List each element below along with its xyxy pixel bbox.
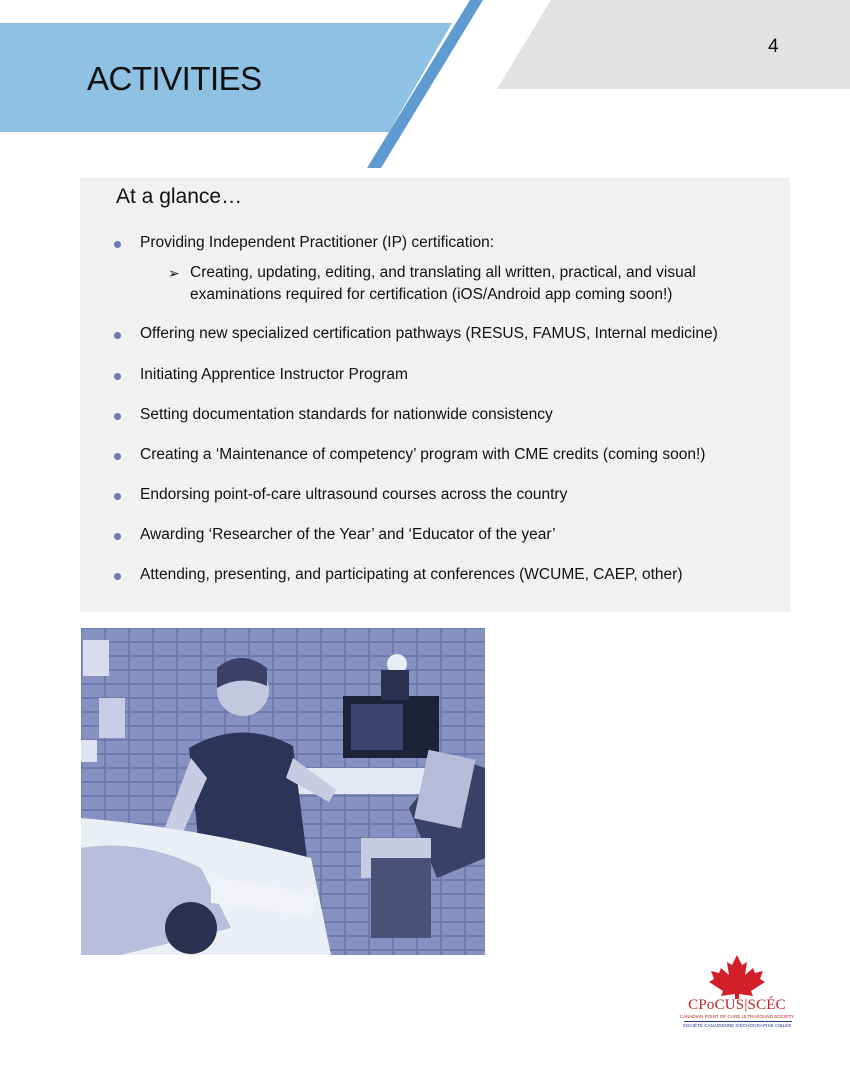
at-a-glance-box	[80, 178, 790, 612]
bullet-icon	[114, 453, 121, 460]
photo-illustration	[81, 628, 485, 955]
ultrasound-training-photo	[81, 628, 485, 955]
bullet-icon	[114, 373, 121, 380]
bullet-icon	[114, 573, 121, 580]
bullet-icon	[114, 493, 121, 500]
header-gray-band	[497, 0, 850, 89]
list-item-text: Offering new specialized certification pathways (RESUS, FAMUS, Internal medicine)	[140, 325, 718, 342]
bullet-icon	[114, 241, 121, 248]
list-item-text: Providing Independent Practitioner (IP) certification:	[140, 234, 495, 251]
list-item-text: Setting documentation standards for nationwide consistency	[140, 406, 553, 423]
bullet-icon	[114, 413, 121, 420]
sub-list-item	[168, 262, 768, 306]
list-item-text: Initiating Apprentice Instructor Program	[140, 366, 408, 383]
logo-tagline-fr: SOCIÉTÉ CANADIENNE D'ÉCHOGRAPHIE CIBLÉE	[682, 1023, 792, 1028]
list-item-text: Awarding ‘Researcher of the Year’ and ‘Educator of the year’	[140, 526, 556, 543]
page-title: ACTIVITIES	[87, 60, 262, 97]
cpocus-logo	[676, 955, 798, 1033]
list-item-text: Attending, presenting, and participating at conferences (WCUME, CAEP, other)	[140, 566, 683, 583]
logo-tagline-en: CANADIAN POINT OF CARE ULTRASOUND SOCIETY	[679, 1014, 795, 1019]
maple-leaf-icon	[676, 955, 798, 999]
logo-divider	[684, 1021, 792, 1022]
list-item-text: Endorsing point-of-care ultrasound courses across the country	[140, 486, 568, 503]
bullet-icon	[114, 533, 121, 540]
arrow-bullet-icon: ➢	[168, 265, 180, 281]
glance-heading: At a glance…	[116, 185, 243, 208]
logo-wordmark: CPoCUS|SCÉC	[688, 997, 786, 1013]
page-number: 4	[768, 36, 779, 57]
sub-list-item-text: Creating, updating, editing, and translating all written, practical, and visual examinations required for certification (iOS/Android app coming soon!)	[190, 264, 696, 303]
bullet-icon	[114, 332, 121, 339]
list-item-text: Creating a ‘Maintenance of competency’ program with CME credits (coming soon!)	[140, 446, 706, 463]
